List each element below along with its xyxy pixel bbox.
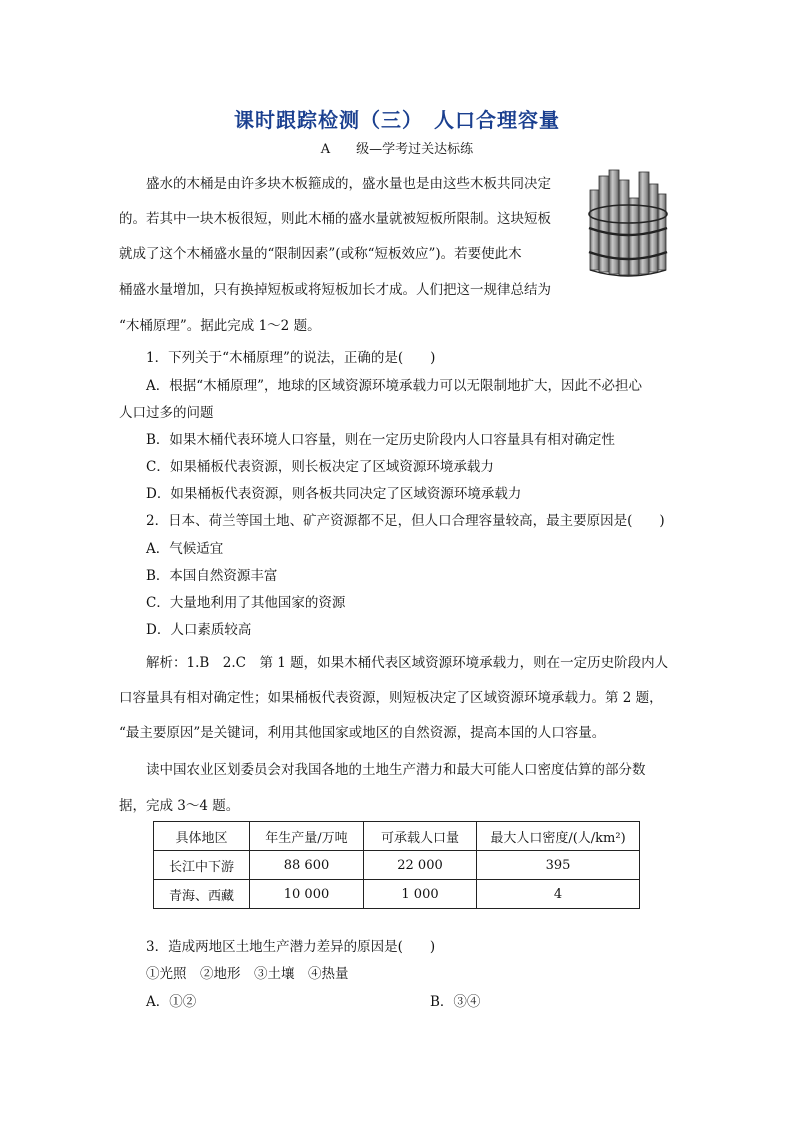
table-cell: 长江中下游	[154, 851, 250, 880]
question-1-option-c: C．如果桶板代表资源，则长板决定了区域资源环境承载力	[146, 459, 494, 475]
table-cell: 青海、西藏	[154, 880, 250, 909]
question-3-option-a: A．①②	[146, 994, 197, 1010]
question-1-option-a-cont: 人口过多的问题	[119, 405, 214, 421]
intro-line: 的。若其中一块木板很短，则此木桶的盛水量就被短板所限制。这块短板	[119, 211, 551, 227]
question-2-option-a: A．气候适宜	[146, 541, 224, 557]
table-header: 年生产量/万吨	[250, 822, 364, 851]
question-3-stem: 3．造成两地区土地生产潜力差异的原因是( )	[146, 939, 436, 955]
table-cell: 10 000	[250, 880, 364, 909]
question-1-option-b: B．如果木桶代表环境人口容量，则在一定历史阶段内人口容量具有相对确定性	[146, 432, 615, 448]
table-cell: 88 600	[250, 851, 364, 880]
table-cell: 395	[477, 851, 640, 880]
reading-line: 据，完成 3～4 题。	[119, 798, 240, 814]
analysis-line: “最主要原因”是关键词，利用其他国家或地区的自然资源，提高本国的人口容量。	[119, 725, 606, 741]
table-header-row	[154, 822, 640, 851]
table-cell: 22 000	[364, 851, 477, 880]
question-2-option-c: C．大量地利用了其他国家的资源	[146, 595, 346, 611]
page-subtitle: A 级—学考过关达标练	[320, 142, 474, 157]
page-title: 课时跟踪检测（三） 人口合理容量	[234, 108, 560, 132]
analysis-line: 解析：1.B 2.C 第 1 题，如果木桶代表区域资源环境承载力，则在一定历史阶段内人	[146, 655, 669, 671]
intro-line: 就成了这个木桶盛水量的“限制因素”(或称“短板效应”)。若要使此木	[119, 246, 522, 262]
question-1-stem: 1．下列关于“木桶原理”的说法，正确的是( )	[146, 350, 436, 366]
table-cell: 1 000	[364, 880, 477, 909]
data-table	[153, 821, 640, 909]
table-header: 最大人口密度/(人/km²)	[477, 822, 640, 851]
question-2-option-b: B．本国自然资源丰富	[146, 568, 278, 584]
question-3-option-b: B．③④	[430, 994, 481, 1010]
intro-line: 盛水的木桶是由许多块木板箍成的，盛水量也是由这些木板共同决定	[146, 176, 551, 192]
table-header: 可承载人口量	[364, 822, 477, 851]
intro-line: “木桶原理”。据此完成 1～2 题。	[119, 318, 321, 334]
intro-line: 桶盛水量增加，只有换掉短板或将短板加长才成。人们把这一规律总结为	[119, 282, 551, 298]
reading-line: 读中国农业区划委员会对我国各地的土地生产潜力和最大可能人口密度估算的部分数	[146, 762, 646, 778]
question-1-option-a: A．根据“木桶原理”，地球的区域资源环境承载力可以无限制地扩大，因此不必担心	[146, 378, 643, 394]
question-2-option-d: D．人口素质较高	[146, 622, 252, 638]
question-3-items: ①光照 ②地形 ③土壤 ④热量	[146, 966, 349, 982]
table-row	[154, 880, 640, 909]
table-row	[154, 851, 640, 880]
analysis-line: 口容量具有相对确定性；如果桶板代表资源，则短板决定了区域资源环境承载力。第 2 题，	[119, 690, 663, 706]
question-1-option-d: D．如果桶板代表资源，则各板共同决定了区域资源环境承载力	[146, 486, 522, 502]
table-cell: 4	[477, 880, 640, 909]
wooden-bucket-image	[580, 168, 674, 286]
table-header: 具体地区	[154, 822, 250, 851]
question-2-stem: 2．日本、荷兰等国土地、矿产资源都不足，但人口合理容量较高，最主要原因是( )	[146, 513, 665, 529]
